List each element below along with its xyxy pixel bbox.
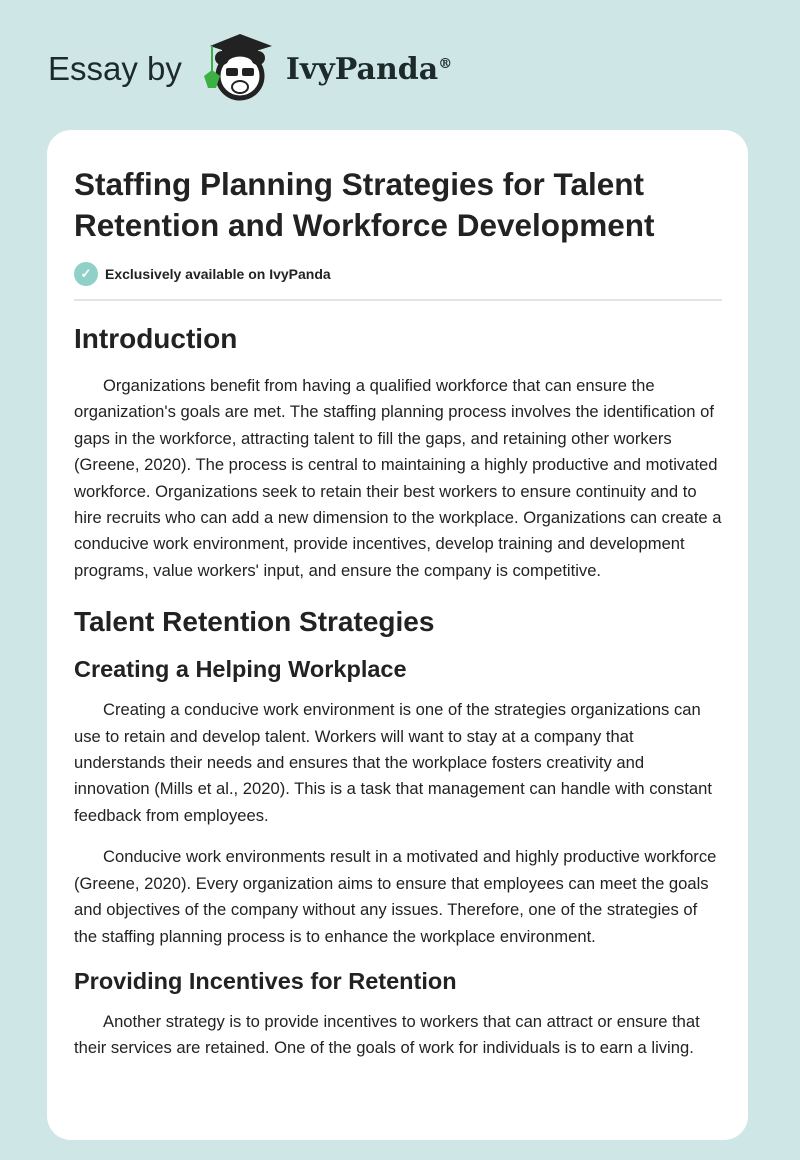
check-icon: ✓ xyxy=(74,262,98,286)
brand-name: IvyPanda® xyxy=(285,51,453,87)
panda-logo-icon[interactable] xyxy=(200,32,280,107)
site-header xyxy=(48,34,452,104)
paragraph: Conducive work environments result in a motivated and highly productive workforce (Greene, 2020). Every organization aims to ensure that employees can meet the goals and objectives of the company without any issues. Therefore, one of the strategies of the staffing planning process is to enhance the workplace environment. xyxy=(74,847,717,946)
paragraph: Creating a conducive work environment is one of the strategies organizations can use to retain and develop talent. Workers will want to stay at a company that understands their needs and ensures that the workplace fosters creativity and innovation (Mills et al., 2020). This is a task that management can handle with constant feedback from employees. xyxy=(74,700,712,825)
paragraph: Another strategy is to provide incentives to workers that can attract or ensure that their services are retained. One of the goals of work for individuals is to earn a living. xyxy=(74,1011,700,1058)
paragraph: Organizations benefit from having a qualified workforce that can ensure the organization's goals are met. The staffing planning process involves the identification of gaps in the workforce, attracting talent to fill the gaps, and retaining other workers (Greene, 2020). The process is central to maintaining a highly productive and motivated workforce. Organizations seek to retain their best workers to ensure continuity and to hire recruits who can add a new dimension to the workplace. Organizations can create a conducive work environment, provide incentives, develop training and development programs, value workers' input, and ensure the company is competitive. xyxy=(74,376,722,580)
essay-card xyxy=(47,130,748,1140)
heading-helping-workplace: Creating a Helping Workplace xyxy=(74,656,407,683)
exclusive-badge xyxy=(74,262,722,286)
essay-by-label: Essay by xyxy=(48,50,182,87)
page-title: Staffing Planning Strategies for Talent Retention and Workforce Development xyxy=(74,166,655,243)
divider xyxy=(74,299,722,301)
badge-text: Exclusively available on IvyPanda xyxy=(105,266,331,282)
heading-incentives: Providing Incentives for Retention xyxy=(74,967,457,994)
heading-talent-retention: Talent Retention Strategies xyxy=(74,606,435,638)
heading-introduction: Introduction xyxy=(74,323,238,354)
